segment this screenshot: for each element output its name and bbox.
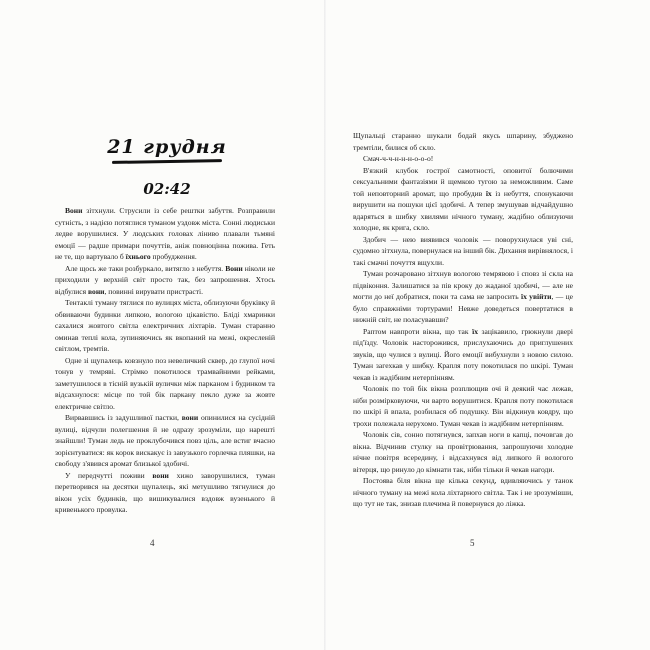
- emphasis-run: вони: [152, 470, 169, 480]
- emphasis-run: їх увійти: [521, 292, 552, 301]
- text-run: Раптом навпроти вікна, що так: [363, 326, 473, 336]
- paragraph: [353, 165, 573, 234]
- text-run: ніколи не приходили у верхній світ просто так, без запрошення. Хтось відбулися: [55, 263, 275, 296]
- text-run: опинилися на сусідній вулиці, відчули полегшення й не одразу зрозуміли, що нарешті знайшли! Туман ледь не проклубочився повз ціль, але встиг вчасно зорієнтуватися: як корок вискакує із завузького горлечка пляшки, на свободу з'явився аромат близької здобичі.: [55, 413, 275, 468]
- text-run: Вирвавшись із задушливої пастки,: [65, 413, 182, 422]
- text-run: Але щось же таки розбуркало, витягло з небуття.: [65, 263, 226, 273]
- emphasis-run: вони: [88, 286, 105, 296]
- paragraph: [353, 383, 573, 429]
- paragraph: [55, 355, 275, 413]
- right-page: [325, 0, 650, 650]
- text-run: із небуття, спонукаючи вирушити на пошуки цієї здобичі. А тепер змушував відчайдушно вдаряться в шибку хвилями нічного туману, жадібно облизуючи холодне, як крига, скло.: [353, 188, 574, 232]
- text-run: пробудження.: [150, 252, 197, 261]
- chapter-title: 21 грудня: [107, 136, 227, 158]
- text-run: Постоява біля вікна ще кілька секунд, вдивляючись у танок нічного туману на межі кола ліхтарного світла. Так і не зрозумівши, що тут не так, знизав плечима й повернувся до ліжка.: [353, 476, 573, 508]
- paragraph: [353, 130, 573, 153]
- text-run: , повинні вирувати пристрасті.: [104, 286, 204, 296]
- paragraph: [55, 205, 275, 263]
- emphasis-run: вони: [181, 413, 199, 422]
- chapter-time: 02:42: [143, 180, 191, 198]
- paragraph: [353, 153, 573, 165]
- page-number-right: 5: [470, 538, 475, 548]
- paragraph: [353, 475, 573, 510]
- chapter-title-underline: [112, 159, 222, 164]
- text-run: У передчутті поживи: [65, 470, 153, 480]
- text-run: В'язкий клубок гострої самотності, оповитої болючими сексуальними фантазіями й щемкою тугою за неможливим. Саме той неповторний аромат, що пробудив: [353, 165, 573, 198]
- right-page-body: [353, 130, 573, 510]
- emphasis-run: Вони: [65, 206, 83, 215]
- left-page-body: [55, 205, 275, 516]
- text-run: Чоловік сів, сонно потягнувся, запхав ноги в капці, почовгав до вікна. Відчинив стулку на провітрювання, запрошуючи холодне нічне повітря всередину, і відсахнувся від липкого й вологого вітерця, що ринуло до кімнати так, ніби тільки й чекав нагоди.: [353, 430, 573, 474]
- text-run: Чоловік по той бік вікна розплющив очі й деякий час лежав, ніби розмірковуючи, чи варто ворушитися. Крапля поту покотилася по шкірі й впала, розбилася об подушку. Він відкинув ковдру, що трохи полежала нерухомо. Туман чекав із жадібним нетерпінням.: [353, 384, 573, 428]
- paragraph: [55, 470, 275, 516]
- text-run: Щупальці старанно шукали бодай якусь шпарину, збуджено тремтіли, билися об скло.: [353, 131, 573, 152]
- paragraph: [353, 268, 573, 326]
- text-run: зітхнули. Струсили із себе рештки забуття. Розправили сутність, з надією потяглися туманом уздовж міста. Сонні людиськи ледве ворушилися. У людських головах ліниво плавали тьмяні емоції — радше примари почуттів, аніж повноцінна пожива. Геть не те, що вартувало б: [55, 206, 275, 261]
- text-run: Туман розчаровано зітхнув вологою темрявою і сповз зі скла на підвіконня. Залишатися за пів кроку до жаданої здобичі, — але не могти до неї добратися, поки та сама не запросить: [353, 269, 573, 301]
- text-run: Тентаклі туману тяглися по вулицях міста, облизуючи бруківку й обвиваючи будинки липкою, вологою цікавістю. Бліді хмаринки сахалися жовтого світла електричних ліхтарів. Туман старанно оминав теплі кола, зупиняючись як вкопаний на межі, окресленій світлом, тремтів.: [55, 298, 275, 353]
- emphasis-run: їхнього: [125, 252, 151, 261]
- paragraph: [55, 297, 275, 355]
- text-run: Здобич — нею виявився чоловік — поворухнулася уві сні, судомно зітхнула, повернулася на інший бік. Дихання вирівнялося, і такі смачні почуття вщухли.: [353, 234, 573, 267]
- text-run: , — це було справжніми тортурами! Невже доведеться повертатися в нижній світ, не поласувавши?: [353, 292, 573, 324]
- paragraph: [353, 326, 573, 384]
- text-run: Смач-ч-ч-н-н-н-о-о-о!: [363, 154, 434, 163]
- paragraph: [55, 263, 275, 298]
- paragraph: [353, 234, 573, 269]
- text-run: Одне зі щупалець ковзнуло поз невеличкий сквер, до глупої ночі тонув у темряві. Стрімко покотилося трамвайними рейками, заметушилося в тісній вузькій вулички між парканом і будинком та відсахнулося: місце по той бік паркану пекло дуже за жовте електричне світло.: [55, 355, 275, 411]
- emphasis-run: їх: [472, 326, 478, 336]
- emphasis-run: Вони: [225, 263, 243, 273]
- text-run: зацікавило, грюкнули двері під'їзду. Чоловік насторожився, прислухаючись до приглушених звуків, що чулися з вулиці. Його емоції вибухнули з новою силою. Туман загехкав у шибку. Крапля поту покотилася по шкірі. Туман чекав із жадібним нетерпінням.: [353, 326, 573, 382]
- paragraph: [55, 412, 275, 470]
- paragraph: [353, 429, 573, 475]
- emphasis-run: їх: [485, 188, 492, 198]
- text-run: хижо заворушилися, туман перетворився на десятки щупалець, які метушливо тягнулися до вікон усіх будинків, що вишикувалися вздовж вузенького й кривенького провулка.: [55, 470, 275, 514]
- page-number-left: 4: [150, 538, 155, 548]
